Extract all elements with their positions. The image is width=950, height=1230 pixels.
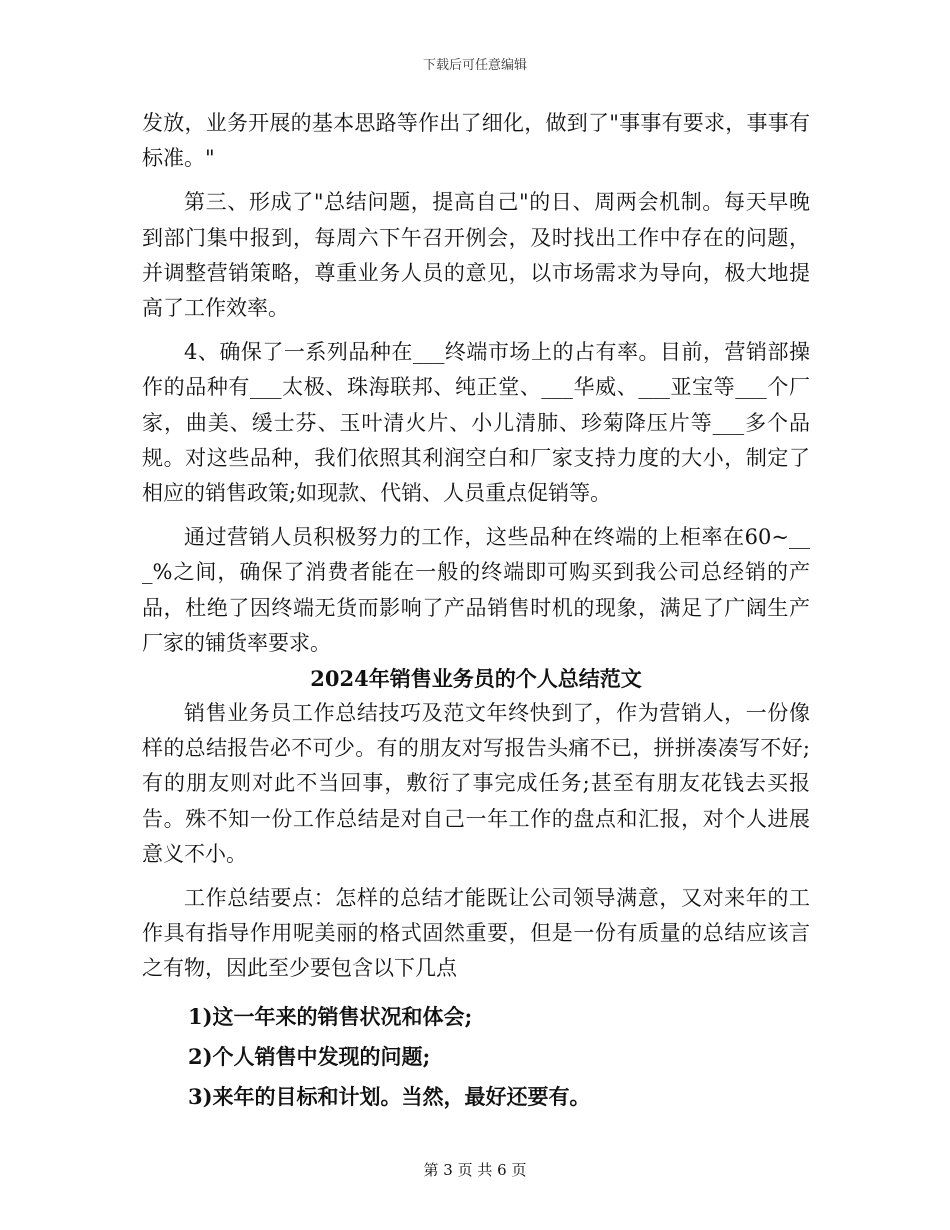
document-body <box>142 106 810 1117</box>
paragraph-product-share: 4、确保了一系列品种在___终端市场上的占有率。目前，营销部操作的品种有___太极、珠海联邦、纯正堂、___华威、___亚宝等___个厂家，曲美、缓士芬、玉叶清火片、小儿清肺、珍菊降压片等___多个品规。对这些品种，我们依照其利润空白和厂家支持力度的大小，制定了相应的销售政策;如现款、代销、人员重点促销等。 <box>142 340 810 506</box>
paragraph-third-mechanism: 第三、形成了"总结问题，提高自己"的日、周两会机制。每天早晚到部门集中报到，每周六下午召开例会，及时找出工作中存在的问题，并调整营销策略，尊重业务人员的意见，以市场需求为导向，极大地提高了工作效率。 <box>142 190 810 321</box>
section-title: 2024年销售业务员的个人总结范文 <box>310 666 642 692</box>
list-item: 2)个人销售中发现的问题; <box>188 1043 431 1069</box>
paragraph-continuation: 发放，业务开展的基本思路等作出了细化，做到了"事事有要求，事事有标准。" <box>142 111 810 171</box>
paragraph-shelf-rate: 通过营销人员积极努力的工作，这些品种在终端的上柜率在60~___%之间，确保了消费者能在一般的终端即可购买到我公司总经销的产品，杜绝了因终端无货而影响了产品销售时机的现象，满足了广阔生产厂家的铺货率要求。 <box>142 525 810 655</box>
paragraph-intro: 销售业务员工作总结技巧及范文年终快到了，作为营销人，一份像样的总结报告必不可少。有的朋友对写报告头痛不已，拼拼凑凑写不好;有的朋友则对此不当回事，敷衍了事完成任务;甚至有朋友花钱去买报告。殊不知一份工作总结是对自己一年工作的盘点和汇报，对个人进展意义不小。 <box>142 701 810 866</box>
list-item: 1)这一年来的销售状况和体会; <box>188 1003 473 1029</box>
paragraph-summary-points: 工作总结要点：怎样的总结才能既让公司领导满意，又对来年的工作具有指导作用呢美丽的格式固然重要，但是一份有质量的总结应该言之有物，因此至少要包含以下几点 <box>142 886 810 981</box>
page-header-note: 下载后可任意编辑 <box>422 58 527 73</box>
list-item: 3)来年的目标和计划。当然，最好还要有。 <box>188 1083 591 1109</box>
page-number: 第 3 页 共 6 页 <box>423 1161 527 1179</box>
